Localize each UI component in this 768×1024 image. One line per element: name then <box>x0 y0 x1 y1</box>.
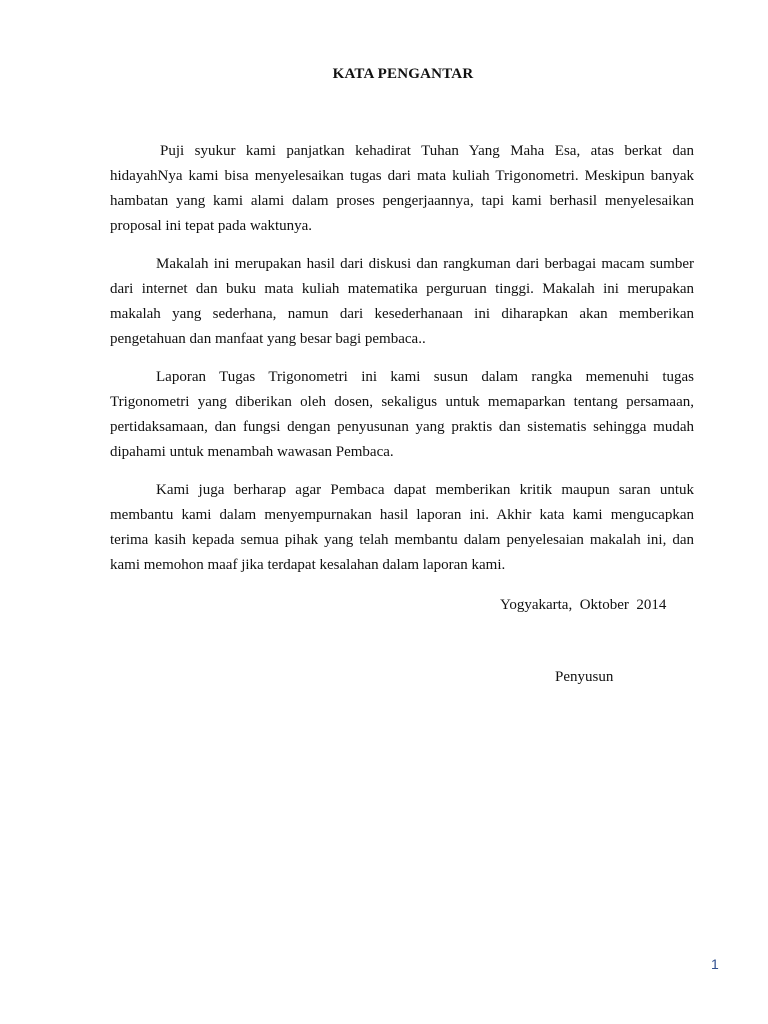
paragraph-3 <box>110 365 694 465</box>
paragraph-line: hambatan yang kami alami dalam proses pengerjaannya, tapi kami berhasil menyelesaikan <box>110 193 694 209</box>
paragraph-line: pertidaksamaan, dan fungsi dengan penyusunan yang praktis dan sistematis sehingga mudah <box>110 419 694 435</box>
signer-name: Penyusun <box>555 669 614 685</box>
paragraph-line: dipahami untuk menambah wawasan Pembaca. <box>110 444 394 460</box>
paragraph-4 <box>110 478 694 578</box>
paragraph-line: proposal ini tepat pada waktunya. <box>110 218 313 234</box>
paragraph-line: Laporan Tugas Trigonometri ini kami susun dalam rangka memenuhi tugas <box>156 369 694 385</box>
paragraph-line: hidayahNya kami bisa menyelesaikan tugas dari mata kuliah Trigonometri. Meskipun banyak <box>110 168 694 184</box>
paragraph-line: kami memohon maaf jika terdapat kesalahan dalam laporan kami. <box>110 557 506 573</box>
paragraph-line: dari internet dan buku mata kuliah matematika perguruan tinggi. Makalah ini merupakan <box>110 281 694 297</box>
paragraph-line: Kami juga berharap agar Pembaca dapat memberikan kritik maupun saran untuk <box>156 482 694 498</box>
paragraph-line: Makalah ini merupakan hasil dari diskusi dan rangkuman dari berbagai macam sumber <box>156 256 694 272</box>
page-number: 1 <box>711 956 719 972</box>
paragraph-line: Puji syukur kami panjatkan kehadirat Tuhan Yang Maha Esa, atas berkat dan <box>160 143 694 159</box>
page-title: KATA PENGANTAR <box>332 66 474 82</box>
paragraph-line: makalah yang sederhana, namun dari kesederhanaan ini diharapkan akan memberikan <box>110 306 694 322</box>
place-date: Yogyakarta, Oktober 2014 <box>500 597 667 613</box>
paragraph-line: pengetahuan dan manfaat yang besar bagi pembaca.. <box>110 331 426 347</box>
paragraph-line: terima kasih kepada semua pihak yang telah membantu dalam penyelesaian makalah ini, dan <box>110 532 694 548</box>
paragraph-line: membantu kami dalam menyempurnakan hasil laporan ini. Akhir kata kami mengucapkan <box>110 507 694 523</box>
paragraph-2 <box>110 252 694 352</box>
paragraph-1 <box>110 139 694 239</box>
paragraph-line: Trigonometri yang diberikan oleh dosen, sekaligus untuk memaparkan tentang persamaan, <box>110 394 694 410</box>
